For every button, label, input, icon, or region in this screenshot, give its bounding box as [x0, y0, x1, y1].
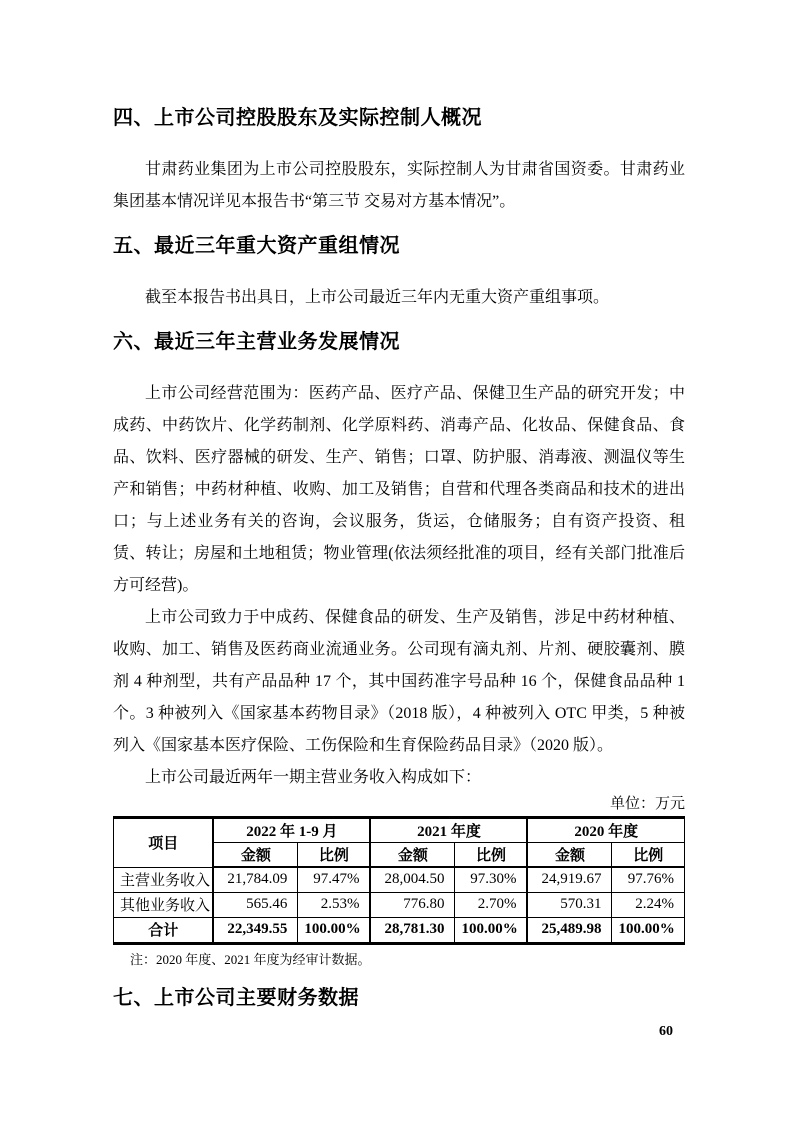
paragraph-s6-table-intro: 上市公司最近两年一期主营业务收入构成如下： [145, 769, 482, 786]
cell-amount: 21,784.09 [213, 867, 298, 892]
row-label: 主营业务收入 [114, 867, 214, 892]
table-note: 注：2020 年度、2021 年度为经审计数据。 [130, 951, 371, 967]
header-cell-2021: 2021 年度 [370, 818, 527, 843]
cell-amount: 22,349.55 [213, 917, 298, 943]
table-row-other-revenue [114, 892, 685, 917]
header-cell-2020: 2020 年度 [527, 818, 684, 843]
cell-amount: 28,004.50 [370, 867, 455, 892]
table-header-row-years [114, 818, 685, 843]
row-label: 其他业务收入 [114, 892, 214, 917]
cell-amount: 25,489.98 [527, 917, 612, 943]
header-cell-ratio-2022: 比例 [298, 843, 371, 868]
cell-ratio: 97.76% [612, 867, 685, 892]
cell-amount: 28,781.30 [370, 917, 455, 943]
cell-ratio: 97.47% [298, 867, 371, 892]
paragraph-s6-products: 上市公司致力于中成药、保健食品的研发、生产及销售，涉足中药材种植、收购、加工、销售及医药商业流通业务。公司现有滴丸剂、片剂、硬胶囊剂、膜剂 4 种剂型，共有产品品种 17 个，其中国药准字号品种 16 个，保健食品品种 1 个。3 种被列入《国家基本药物目录》（2018 版），4 种被列入 OTC 甲类，5 种被列入《国家基本医疗保险、工伤保险和生育保险药品目录》（2020 版）。 [113, 609, 685, 754]
header-cell-ratio-2021: 比例 [455, 843, 528, 868]
cell-ratio: 2.70% [455, 892, 528, 917]
cell-amount: 24,919.67 [527, 867, 612, 892]
cell-amount: 570.31 [527, 892, 612, 917]
section-heading-6: 六、最近三年主营业务发展情况 [113, 331, 400, 353]
paragraph-s5: 截至本报告书出具日，上市公司最近三年内无重大资产重组事项。 [145, 289, 610, 306]
cell-ratio: 97.30% [455, 867, 528, 892]
cell-ratio: 100.00% [455, 917, 528, 943]
row-label: 合计 [114, 917, 214, 943]
cell-amount: 565.46 [213, 892, 298, 917]
table-row-main-revenue [114, 867, 685, 892]
table-row-total [114, 917, 685, 943]
section-heading-4: 四、上市公司控股股东及实际控制人概况 [113, 107, 482, 129]
paragraph-s4: 甘肃药业集团为上市公司控股股东，实际控制人为甘肃省国资委。甘肃药业集团基本情况详见本报告书“第三节 交易对方基本情况”。 [113, 161, 685, 210]
table-unit-label: 单位：万元 [609, 796, 685, 812]
cell-ratio: 2.24% [612, 892, 685, 917]
cell-ratio: 100.00% [298, 917, 371, 943]
header-cell-item: 项目 [114, 818, 214, 868]
page-number: 60 [659, 1024, 673, 1039]
section-heading-5: 五、最近三年重大资产重组情况 [113, 235, 400, 257]
header-cell-ratio-2020: 比例 [612, 843, 685, 868]
header-cell-amount-2020: 金额 [527, 843, 612, 868]
revenue-composition-table [113, 816, 685, 945]
header-cell-amount-2021: 金额 [370, 843, 455, 868]
header-cell-amount-2022: 金额 [213, 843, 298, 868]
header-cell-2022: 2022 年 1-9 月 [213, 818, 370, 843]
cell-ratio: 2.53% [298, 892, 371, 917]
cell-ratio: 100.00% [612, 917, 685, 943]
paragraph-s6-business-scope: 上市公司经营范围为：医药产品、医疗产品、保健卫生产品的研究开发；中成药、中药饮片、化学药制剂、化学原料药、消毒产品、化妆品、保健食品、食品、饮料、医疗器械的研发、生产、销售；口罩、防护服、消毒液、测温仪等生产和销售；中药材种植、收购、加工及销售；自营和代理各类商品和技术的进出口；与上述业务有关的咨询，会议服务，货运，仓储服务；自有资产投资、租赁、转让；房屋和土地租赁；物业管理(依法须经批准的项目，经有关部门批准后方可经营)。 [113, 385, 685, 594]
section-heading-7: 七、上市公司主要财务数据 [113, 986, 359, 1009]
cell-amount: 776.80 [370, 892, 455, 917]
